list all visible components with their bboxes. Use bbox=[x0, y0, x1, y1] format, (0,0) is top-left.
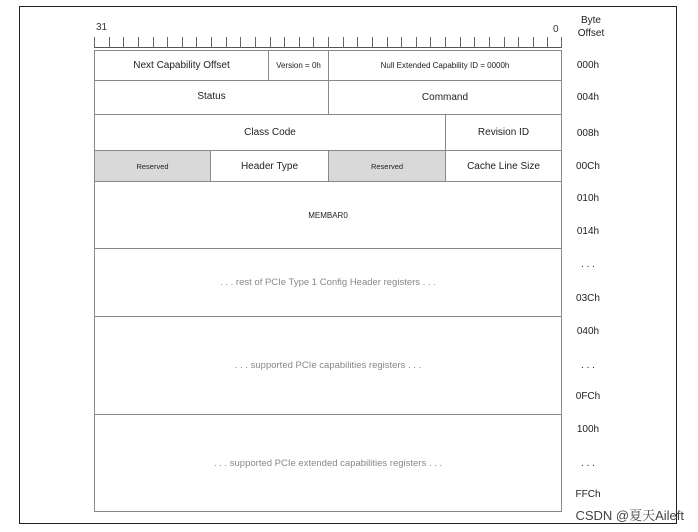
bit-ruler-tick bbox=[416, 37, 417, 48]
bit-ruler-tick bbox=[547, 37, 548, 48]
bit-ruler-tick bbox=[153, 37, 154, 48]
offset-000h: 000h bbox=[576, 60, 600, 71]
bit-ruler-tick bbox=[343, 37, 344, 48]
offset-ellipsis-1: . . . bbox=[581, 259, 595, 270]
bit-ruler-tick bbox=[328, 37, 329, 48]
reserved-field-2: Reserved bbox=[328, 150, 446, 182]
revision-id-field: Revision ID bbox=[445, 114, 562, 151]
bit-ruler-tick bbox=[387, 37, 388, 48]
bit-31-label: 31 bbox=[96, 22, 108, 33]
bit-ruler-tick bbox=[138, 37, 139, 48]
offset-040h: 040h bbox=[576, 326, 600, 337]
bit-ruler-tick bbox=[284, 37, 285, 48]
class-code-field: Class Code bbox=[94, 114, 446, 151]
null-extended-capability-id-field: Null Extended Capability ID = 0000h bbox=[328, 50, 562, 81]
offset-014h: 014h bbox=[576, 226, 600, 237]
bit-ruler-tick bbox=[561, 37, 562, 48]
membar0-field: MEMBAR0 bbox=[94, 181, 562, 249]
byte-offset-header-line1: Byte bbox=[580, 15, 601, 26]
bit-ruler bbox=[94, 34, 562, 48]
header-type-field: Header Type bbox=[210, 150, 329, 182]
bit-ruler-tick bbox=[94, 37, 95, 48]
pcie-capabilities-block: . . . supported PCIe capabilities registers . . . bbox=[94, 316, 562, 415]
bit-ruler-tick bbox=[460, 37, 461, 48]
byte-offset-header-line2: Offset bbox=[577, 28, 605, 39]
bit-ruler-tick bbox=[123, 37, 124, 48]
pcie-extended-capabilities-block: . . . supported PCIe extended capabilities registers . . . bbox=[94, 414, 562, 512]
bit-ruler-tick bbox=[430, 37, 431, 48]
offset-100h: 100h bbox=[576, 424, 600, 435]
bit-ruler-tick bbox=[474, 37, 475, 48]
bit-ruler-tick bbox=[211, 37, 212, 48]
bit-ruler-tick bbox=[109, 37, 110, 48]
bit-ruler-tick bbox=[504, 37, 505, 48]
bit-ruler-tick bbox=[313, 37, 314, 48]
offset-004h: 004h bbox=[576, 92, 600, 103]
bit-ruler-tick bbox=[196, 37, 197, 48]
bit-ruler-tick bbox=[226, 37, 227, 48]
command-field: Command bbox=[328, 80, 562, 115]
reserved-field-1: Reserved bbox=[94, 150, 211, 182]
bit-ruler-tick bbox=[445, 37, 446, 48]
offset-03ch: 03Ch bbox=[576, 293, 600, 304]
cache-line-size-field: Cache Line Size bbox=[445, 150, 562, 182]
offset-008h: 008h bbox=[576, 128, 600, 139]
bit-ruler-tick bbox=[299, 37, 300, 48]
offset-00ch: 00Ch bbox=[576, 161, 600, 172]
csdn-watermark: CSDN @夏天Aileft bbox=[575, 508, 684, 523]
bit-ruler-tick bbox=[182, 37, 183, 48]
rest-type1-config-header-block: . . . rest of PCIe Type 1 Config Header registers . . . bbox=[94, 248, 562, 317]
byte-offset-header bbox=[569, 14, 613, 40]
status-field: Status bbox=[94, 80, 329, 115]
bit-ruler-tick bbox=[240, 37, 241, 48]
bit-ruler-tick bbox=[489, 37, 490, 48]
bit-ruler-tick bbox=[533, 37, 534, 48]
bit-ruler-tick bbox=[357, 37, 358, 48]
bit-ruler-tick bbox=[255, 37, 256, 48]
offset-ffch: FFCh bbox=[575, 489, 601, 500]
bit-ruler-tick bbox=[518, 37, 519, 48]
bit-ruler-tick bbox=[270, 37, 271, 48]
offset-010h: 010h bbox=[576, 193, 600, 204]
bit-ruler-tick bbox=[372, 37, 373, 48]
next-capability-offset-field: Next Capability Offset bbox=[94, 50, 269, 81]
offset-ellipsis-3: . . . bbox=[581, 458, 595, 469]
bit-ruler-tick bbox=[401, 37, 402, 48]
bit-ruler-tick bbox=[167, 37, 168, 48]
offset-ellipsis-2: . . . bbox=[581, 360, 595, 371]
version-field: Version = 0h bbox=[268, 50, 329, 81]
bit-0-label: 0 bbox=[553, 24, 559, 35]
offset-0fch: 0FCh bbox=[575, 391, 601, 402]
